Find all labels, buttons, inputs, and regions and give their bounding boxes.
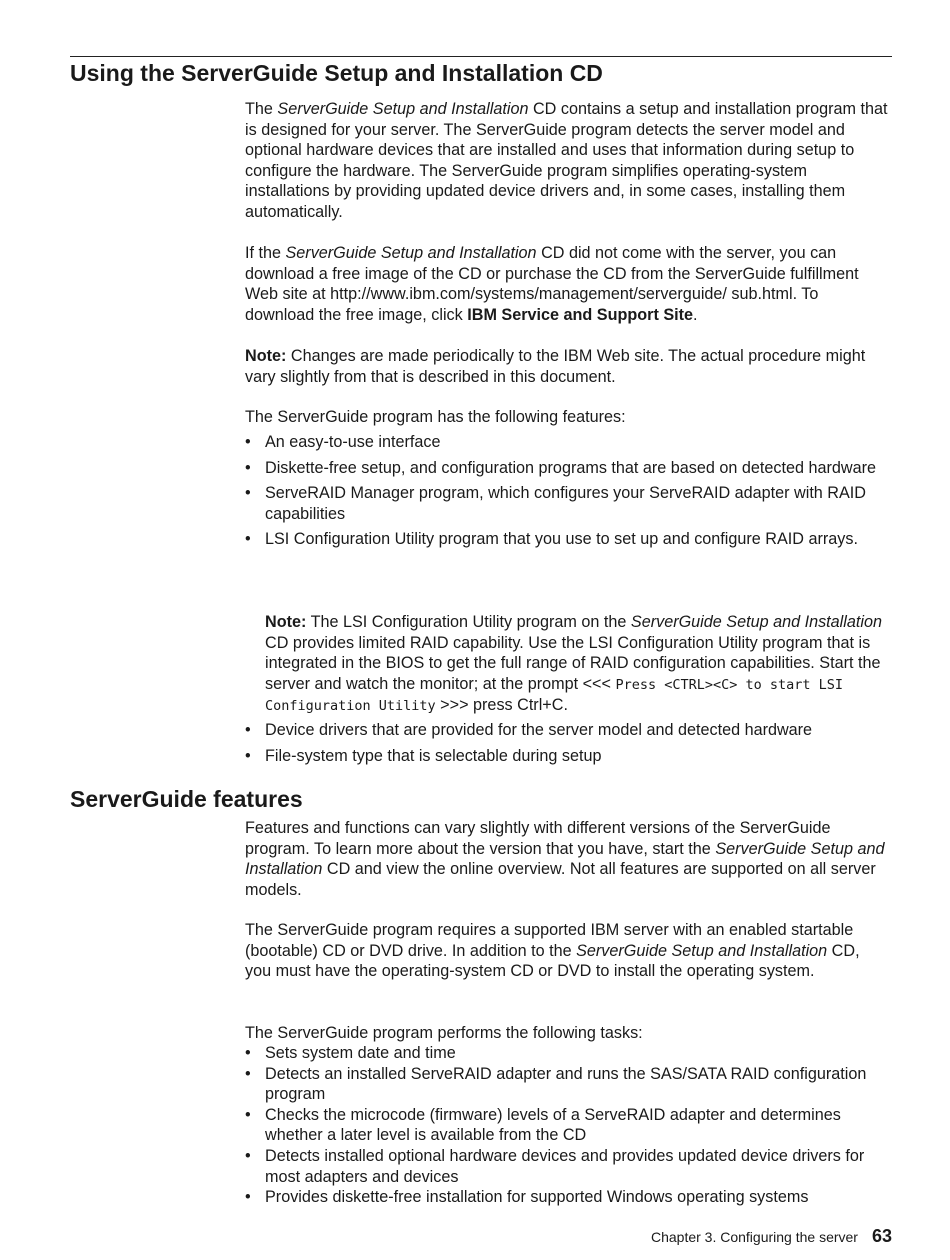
section-title-serverguide-cd: Using the ServerGuide Setup and Installation CD xyxy=(70,60,603,86)
list-item: • ServeRAID Manager program, which configures your ServeRAID adapter with RAID capabilities xyxy=(245,483,890,524)
features-list xyxy=(245,432,890,550)
web-site-note: Note: Changes are made periodically to the IBM Web site. The actual procedure might vary slightly from that is described in this document. xyxy=(245,347,866,386)
tasks-intro: The ServerGuide program performs the following tasks: xyxy=(245,1024,643,1042)
chapter-label: Chapter 3. Configuring the server xyxy=(650,1229,858,1245)
lsi-note: Note: The LSI Configuration Utility program on the ServerGuide Setup and Installation CD provides limited RAID capability. Use the LSI Configuration Utility program that is integrated in the BIOS to get the full range of RAID configuration capabilities. Start the server and watch the monitor; at the prompt <<< Press <CTRL><C> to start LSI Configuration Utility >>> press Ctrl+C. xyxy=(265,613,882,715)
list-item: • Provides diskette-free installation for supported Windows operating systems xyxy=(245,1187,890,1208)
features-list-continued xyxy=(245,720,890,766)
features-intro: The ServerGuide program has the following features: xyxy=(245,408,626,426)
ibm-support-site-link: IBM Service and Support Site xyxy=(467,305,694,324)
list-item: • Detects an installed ServeRAID adapter and runs the SAS/SATA RAID configuration program xyxy=(245,1064,890,1105)
requirements-paragraph: The ServerGuide program requires a supported IBM server with an enabled startable (bootable) CD or DVD drive. In addition to the ServerGuide Setup and Installation CD, you must have the operating-system CD or DVD to install the operating system. xyxy=(245,921,860,981)
heading-rule xyxy=(70,56,892,57)
tasks-list xyxy=(245,1043,890,1208)
features-paragraph: Features and functions can vary slightly with different versions of the ServerGuide program. To learn more about the version that you have, start the ServerGuide Setup and Installation CD and view the online overview. Not all features are supported on all server models. xyxy=(245,819,885,899)
download-paragraph: If the ServerGuide Setup and Installation CD did not come with the server, you can download a free image of the CD or purchase the CD from the ServerGuide fulfillment Web site at http://www.ibm.com/systems/management/serverguide/ sub.html. To download the free image, click IBM Service and Support Site. xyxy=(245,244,859,324)
list-item: • Device drivers that are provided for the server model and detected hardware xyxy=(245,720,890,741)
intro-paragraph: The ServerGuide Setup and Installation CD contains a setup and installation program that is designed for your server. The ServerGuide program detects the server model and optional hardware devices that are installed and uses that information during setup to configure the hardware. The ServerGuide program simplifies operating-system installations by providing updated device drivers and, in some cases, installing them automatically. xyxy=(245,100,888,221)
page-footer xyxy=(651,1226,892,1247)
bios-prompt-text: Press <CTRL><C> to start LSI Configuration Utility xyxy=(265,676,844,715)
page-number: 63 xyxy=(871,1226,892,1246)
section-title-serverguide-features: ServerGuide features xyxy=(70,786,303,812)
list-item: • Diskette-free setup, and configuration programs that are based on detected hardware xyxy=(245,458,890,479)
list-item: • Checks the microcode (firmware) levels of a ServeRAID adapter and determines whether a later level is available from the CD xyxy=(245,1105,890,1146)
list-item: • An easy-to-use interface xyxy=(245,432,890,453)
list-item: • Sets system date and time xyxy=(245,1043,890,1064)
list-item: • Detects installed optional hardware devices and provides updated device drivers for most adapters and devices xyxy=(245,1146,890,1187)
list-item: • LSI Configuration Utility program that you use to set up and configure RAID arrays. xyxy=(245,529,890,550)
list-item: • File-system type that is selectable during setup xyxy=(245,746,890,767)
